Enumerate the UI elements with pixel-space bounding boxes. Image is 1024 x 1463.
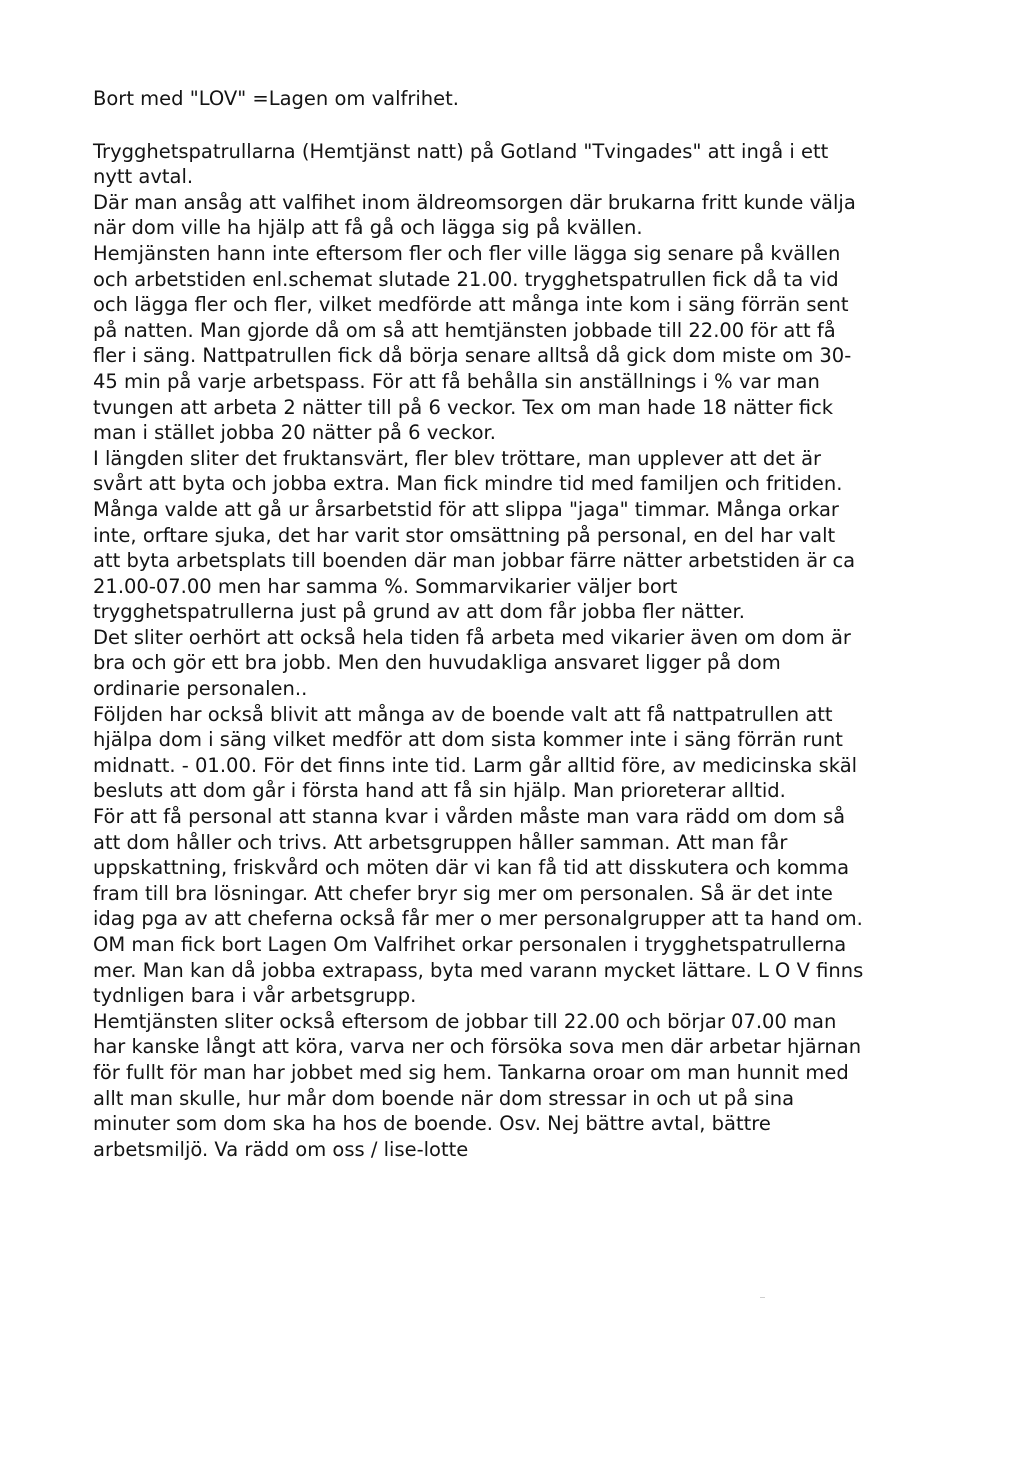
text-line: I längden sliter det fruktansvärt, fler blev tröttare, man upplever att det är: [93, 446, 822, 470]
scan-speck: [760, 1297, 765, 1298]
text-line: minuter som dom ska ha hos de boende. Osv. Nej bättre avtal, bättre: [93, 1112, 771, 1136]
text-line: Följden har också blivit att många av de boende valt att få nattpatrullen att: [93, 702, 833, 726]
text-line: att dom håller och trivs. Att arbetsgruppen håller samman. Att man får: [93, 830, 788, 854]
text-line: För att få personal att stanna kvar i vården måste man vara rädd om dom så: [93, 805, 846, 829]
text-line: besluts att dom går i första hand att få sin hjälp. Man prioreterar alltid.: [93, 779, 786, 803]
text-line: fler i säng. Nattpatrullen fick då börja senare alltså då gick dom miste om 30-: [93, 344, 852, 368]
text-line: 45 min på varje arbetspass. För att få behålla sin anställnings i % var man: [93, 369, 820, 393]
text-line: svårt att byta och jobba extra. Man fick mindre tid med familjen och fritiden.: [93, 472, 843, 496]
letter-body: [93, 139, 923, 1163]
text-line: och arbetstiden enl.schemat slutade 21.00. trygghetspatrullen fick då ta vid: [93, 267, 839, 291]
scanned-letter: [93, 86, 923, 1162]
text-line: Trygghetspatrullarna (Hemtjänst natt) på Gotland "Tvingades" att ingå i ett: [93, 139, 829, 163]
text-line: för fullt för man har jobbet med sig hem. Tankarna oroar om man hunnit med: [93, 1060, 849, 1084]
letter-title: Bort med "LOV" =Lagen om valfrihet.: [93, 87, 460, 110]
text-line: tydnligen bara i vår arbetsgrupp.: [93, 984, 417, 1008]
text-line: uppskattning, friskvård och möten där vi kan få tid att disskutera och komma: [93, 856, 850, 880]
text-line: när dom ville ha hjälp att få gå och lägga sig på kvällen.: [93, 216, 643, 240]
text-line: på natten. Man gjorde då om så att hemtjänsten jobbade till 22.00 för att få: [93, 318, 836, 342]
text-line: har kanske långt att köra, varva ner och försöka sova men där arbetar hjärnan: [93, 1035, 862, 1059]
text-line: Det sliter oerhört att också hela tiden få arbeta med vikarier även om dom är: [93, 625, 851, 649]
text-line: allt man skulle, hur mår dom boende när dom stressar in och ut på sina: [93, 1086, 795, 1110]
text-line: inte, orftare sjuka, det har varit stor omsättning på personal, en del har valt: [93, 523, 836, 547]
text-line: att byta arbetsplats till boenden där man jobbar färre nätter arbetstiden är ca: [93, 549, 856, 573]
text-line: man i stället jobba 20 nätter på 6 veckor.: [93, 421, 496, 445]
text-line: ordinarie personalen..: [93, 677, 308, 701]
text-line: Hemtjänsten sliter också eftersom de jobbar till 22.00 och börjar 07.00 man: [93, 1009, 837, 1033]
text-line: idag pga av att cheferna också får mer o mer personalgrupper att ta hand om.: [93, 907, 863, 931]
text-line: och lägga fler och fler, vilket medförde att många inte kom i säng förrän sent: [93, 293, 849, 317]
text-line: nytt avtal.: [93, 165, 194, 189]
text-line: fram till bra lösningar. Att chefer bryr sig mer om personalen. Så är det inte: [93, 881, 833, 905]
text-line: midnatt. - 01.00. För det finns inte tid. Larm går alltid före, av medicinska skäl: [93, 753, 858, 777]
text-line: hjälpa dom i säng vilket medför att dom sista kommer inte i säng förrän runt: [93, 728, 843, 752]
text-line: arbetsmiljö. Va rädd om oss / lise-lotte: [93, 1137, 469, 1161]
text-line: tvungen att arbeta 2 nätter till på 6 veckor. Tex om man hade 18 nätter fick: [93, 395, 834, 419]
text-line: trygghetspatrullerna just på grund av att dom får jobba fler nätter.: [93, 600, 745, 624]
text-line: Där man ansåg att valfihet inom äldreomsorgen där brukarna fritt kunde välja: [93, 190, 856, 214]
text-line: bra och gör ett bra jobb. Men den huvudakliga ansvaret ligger på dom: [93, 651, 781, 675]
text-line: 21.00-07.00 men har samma %. Sommarvikarier väljer bort: [93, 574, 678, 598]
text-line: Hemjänsten hann inte eftersom fler och fler ville lägga sig senare på kvällen: [93, 241, 841, 265]
text-line: Många valde att gå ur årsarbetstid för att slippa "jaga" timmar. Många orkar: [93, 497, 839, 521]
text-line: mer. Man kan då jobba extrapass, byta med varann mycket lättare. L O V finns: [93, 958, 864, 982]
text-line: OM man fick bort Lagen Om Valfrihet orkar personalen i trygghetspatrullerna: [93, 933, 847, 956]
